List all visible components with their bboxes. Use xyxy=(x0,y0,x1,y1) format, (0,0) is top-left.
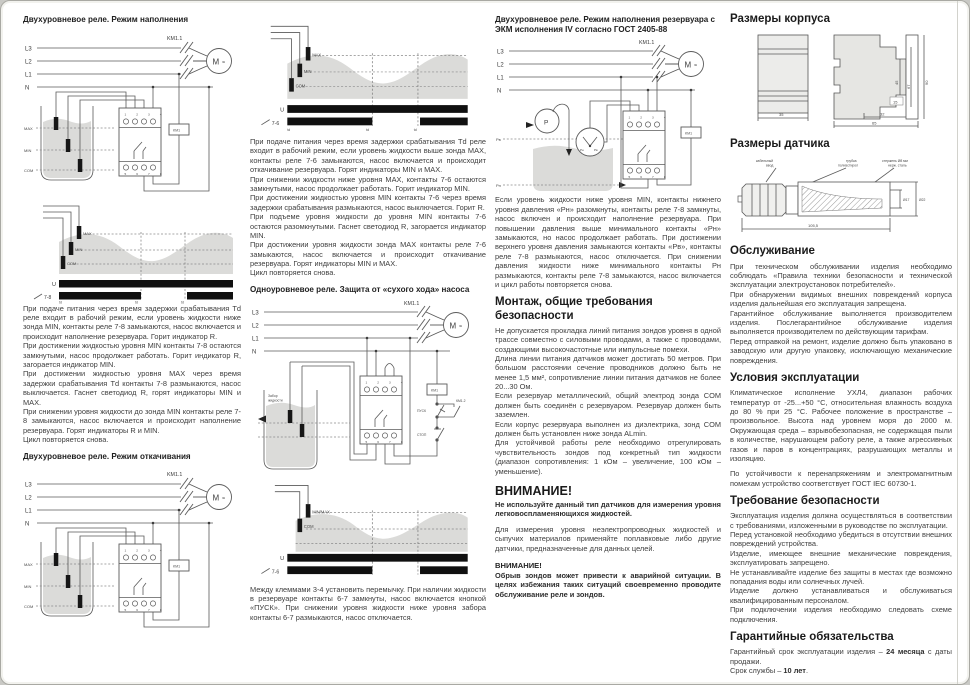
contact-76-label: 7-6 xyxy=(271,120,280,127)
tube-label-2: полиэстирол xyxy=(838,163,859,168)
column-1 xyxy=(23,13,241,675)
contact-78-label: 7-8 xyxy=(44,294,52,301)
paragraph: Если уровень жидкости ниже уровня MIN, контакты нижнего уровня давления «Рн» разомкнуты, контакты реле 7-8 замкнуты, насос включен и происходит наполнение резервуара. При повышении давления выше минимального контакты «Рн» замыкаются, но насос продолжает работать. При достижении верхнего уровня давления замыкаются контакты «Рв», контакты реле 7-8 размыкаются, насос отключается. При снижении давления жидкости ниже минимального контакты Рн размыкаются, контакты реле 7-8 замыкаются, насос включается и цикл работы повторяется снова. xyxy=(495,195,721,289)
warranty-text: с даты продажи. xyxy=(730,647,952,666)
dim-90: 90 xyxy=(924,80,929,86)
dim-15: 15 xyxy=(893,99,898,105)
attention2-bold-text: Обрыв зондов может привести к аварийной ситуации. В целях избежания таких ситуаций своевременно проводите обслуживание реле и зондов. xyxy=(495,570,721,599)
probe-wires xyxy=(275,485,308,518)
km1-coil-label: KM1 xyxy=(431,388,438,393)
warranty-text: Гарантийный срок эксплуатации изделия – xyxy=(730,647,887,657)
paragraph: Если резервуар металлический, общий электрод зонда COM должен быть соединён с резервуаром. Резервуар должен быть заземлен. xyxy=(495,391,721,420)
jumper-3-4 xyxy=(385,363,394,376)
service-life-text: . xyxy=(805,665,808,675)
max-label: MAX xyxy=(83,230,92,236)
terminals-bottom: 5 6 7 8 xyxy=(124,608,167,613)
attention-bold-text: Не используйте данный тип датчиков для измерения уровня легковоспламеняющихся жидкостей. xyxy=(495,500,721,519)
relay-module xyxy=(119,108,166,176)
paragraph: Если корпус резервуара выполнен из диэлектрика, зонд COM должен быть установлен ниже зонда ALmin. xyxy=(495,419,721,439)
attention2-heading: ВНИМАНИЕ! xyxy=(495,560,542,570)
rod-label-1: стержень Ø8 мм xyxy=(882,159,908,164)
dim-65: 65 xyxy=(872,120,877,126)
paragraph: При снижении уровня жидкости до зонда MIN контакты реле 7-8 замыкаются, насос включается и происходит наполнение резервуара. Горят индикаторы R и MIN. xyxy=(23,407,241,435)
terminals-top: 1 2 3 4 xyxy=(124,112,167,117)
start-label: ПУСК xyxy=(417,408,427,413)
min-label: MIN xyxy=(75,246,83,252)
sensor-diameter-dims xyxy=(890,182,926,216)
probe-min xyxy=(66,139,71,152)
paragraph: При подъеме уровня жидкости до уровня MIN контакты 7-6 остаются разомкнутыми. Гаснет светодиод R, загорается индикатор MIN. xyxy=(250,212,486,240)
paragraph: При достижении жидкостью уровня MAX через время задержки срабатывания Td контакты 7-8 размыкаются, насос выключается. Гаснет светодиод R, горят индикаторы MIN и MAX. xyxy=(23,369,241,407)
line-l1-label: L1 xyxy=(497,75,504,82)
td-mark: td xyxy=(366,128,370,133)
paragraph: При достижении жидкостью уровня MIN контакты 7-6 через время задержки срабатывания размыкаются, насос выключается. Горит R. xyxy=(250,193,486,212)
sensor-length-dim xyxy=(742,218,890,232)
heading-safety: Требование безопасности xyxy=(730,495,880,508)
contactor-label: KM1.1 xyxy=(404,300,420,307)
sensor-body xyxy=(738,182,890,216)
probe-max xyxy=(54,117,59,130)
line-l1-label: L1 xyxy=(25,508,32,515)
sensor-dimensions-drawing xyxy=(730,154,952,238)
line-l2-label: L2 xyxy=(497,62,504,69)
contactor-label: KM1.1 xyxy=(167,472,183,479)
motor-label: M xyxy=(684,60,692,70)
td-mark: td xyxy=(413,128,417,133)
motor-label: M xyxy=(212,57,220,67)
dim-35: 35 xyxy=(779,112,784,118)
contactor-label: KM1.1 xyxy=(639,40,655,47)
circuit-diagram-fill-mode xyxy=(23,28,241,198)
line-l1-label: L1 xyxy=(25,72,32,79)
u-label: U xyxy=(280,107,285,114)
dim-67: 67 xyxy=(906,84,911,90)
level-com-label: COM xyxy=(24,167,34,173)
heading-mounting: Монтаж, общие требования безопасности xyxy=(495,296,653,322)
line-l2-label: L2 xyxy=(252,323,259,330)
probe-min xyxy=(66,575,71,588)
ekm-pn-label: Pн xyxy=(580,148,584,153)
probe-com xyxy=(78,159,83,172)
cable-entry-label-1: кабельный xyxy=(756,159,774,164)
stop-button xyxy=(434,426,444,440)
line-n-label: N xyxy=(497,88,502,95)
line-n-label: N xyxy=(252,349,257,356)
level-max-label: MAX xyxy=(24,562,33,568)
paragraph: Климатическое исполнение УХЛ4, диапазон рабочих температур от -25...+50 °С, относительная влажность воздуха до 80 % при 25 °С. Рабочее положение в пространстве – произвольное. Высота над уровнем моря до 2000 м. Окружающая среда – взрывобезопасная, не содержащая пыли в количестве, нарушающем работу реле, а также агрессивных газов и паров в концентрациях, разрушающих металлы и изоляцию. xyxy=(730,388,952,463)
paragraph: При достижении уровня жидкости зонда MAX контакты реле 7-6 замыкаются, насос включается и происходит откачивание резервуара. Горят индикаторы MIN и MAX. xyxy=(250,240,486,269)
paragraph: При снижении жидкости ниже уровня MAX, контакты 7-6 остаются замкнутыми, насос продолжает работать. Горит индикатор MIN. xyxy=(250,174,486,193)
circuit-diagram-drain-mode xyxy=(23,464,241,634)
warranty-line-2 xyxy=(730,666,952,675)
cable-entry-label-2: ввод xyxy=(766,163,774,168)
paragraph: При подключении изделия необходимо следовать схеме подключения. xyxy=(730,605,952,624)
paragraph: Для устойчивой работы реле необходимо отрегулировать чувствительность зондов под конкретный тип жидкости (диапазон сопротивления: 1 кОм – увеличение, 100 кОм – уменьшение). xyxy=(495,438,721,476)
start-button xyxy=(436,402,445,417)
relay-module xyxy=(119,544,166,612)
km12-label: КМ1.2 xyxy=(456,398,466,403)
terminals-top: 1 2 3 4 xyxy=(124,548,167,553)
paragraph: При обнаружении видимых внешних повреждений корпуса изделия дальнейшая его эксплуатация запрещена. xyxy=(730,289,952,309)
paragraph: Между клеммами 3-4 установить перемычку. При наличии жидкости в резервуаре контакты 6-7 замкнуты, насос включается кнопкой «ПУСК». При снижении уровня жидкости ниже уровня забора контакты 6-7 размыкаются, насос отключается. xyxy=(250,584,486,622)
flow-arrow xyxy=(619,182,626,188)
gauge-inlet-arrow xyxy=(526,122,534,128)
intake-label-1: Забор xyxy=(268,393,278,398)
page-fold-line xyxy=(957,1,958,684)
gauge-label: P xyxy=(544,119,549,127)
motor-label: M xyxy=(212,493,220,503)
level-curve xyxy=(296,512,468,551)
paragraph: При подаче питания через время задержки срабатывания Td реле входит в рабочий режим, если уровень жидкости выше зонда MAX, контакты реле 7-6 замыкаются, насос включается и происходит откачивание резервуара. Горят индикаторы MIN и MAX. xyxy=(250,137,486,175)
terminals-top: 1 2 3 4 xyxy=(365,380,408,385)
stop-label: СТОП xyxy=(417,432,427,437)
dim-length: 105,5 xyxy=(808,223,819,229)
paragraph: Перед отправкой на ремонт, изделие должно быть упаковано в заводскую или другую упаковку, исключающую механические повреждения. xyxy=(730,336,952,365)
heading-drain-mode: Двухуровневое реле. Режим откачивания xyxy=(23,451,191,461)
paragraph: При подаче питания через время задержки срабатывания Td реле входит в рабочий режим, если уровень жидкости ниже зонда MIN, контакты реле 7-8 замыкаются, насос включается и происходит наполнение резервуара. Горит индикатор R. xyxy=(23,303,241,341)
column-3 xyxy=(495,13,721,675)
terminals-bottom: 5 6 7 8 xyxy=(124,171,167,176)
td-mark: td xyxy=(287,128,291,133)
motor-wave: ≈ xyxy=(222,496,226,503)
contactor-poles xyxy=(417,306,444,343)
heading-service: Обслуживание xyxy=(730,245,815,258)
service-life-term: 10 лет xyxy=(783,665,806,675)
ekm-pv-label: Pв xyxy=(594,148,598,153)
circuit-diagram-ekm xyxy=(495,37,721,195)
timing-diagram-fill-mode xyxy=(23,198,241,304)
case-dimensions-drawing xyxy=(730,29,952,131)
circuit-diagram-dry-run xyxy=(250,298,486,476)
line-n-label: N xyxy=(25,85,30,92)
paragraph: Цикл повторяется снова. xyxy=(250,268,336,278)
paragraph: Для измерения уровня неэлектропроводных жидкостей и сыпучих материалов применяйте поплавковые либо другие датчики, предназначенные для данных целей. xyxy=(495,524,721,553)
level-curve xyxy=(59,232,233,273)
contactor-label: KM1.1 xyxy=(167,35,183,42)
relay-module xyxy=(623,111,670,179)
rod-label-2: нерж. сталь xyxy=(888,163,907,168)
paragraph: По устойчивости к перенапряжениям и электромагнитным помехам устройство соответствует ГОСТ IEC 60730-1. xyxy=(730,469,952,488)
heading-conditions: Условия эксплуатации xyxy=(730,371,860,384)
timing-diagram-dry-run xyxy=(250,479,476,579)
line-l3-label: L3 xyxy=(25,482,32,489)
case-side-view xyxy=(834,35,929,128)
relay-module xyxy=(360,376,407,444)
line-l3-label: L3 xyxy=(252,310,259,317)
probe-minmax xyxy=(288,410,293,423)
level-curve xyxy=(287,54,467,99)
paragraph: Длина линии питания датчиков может достигать 50 метров. При большом расстоянии сечение проводников должно быть не менее 1,5 мм², сопротивление линии питания датчиков не более 20...30 Ом. xyxy=(495,353,721,392)
paragraph: Изделие, имеющее внешние механические повреждения, эксплуатировать запрещено. xyxy=(730,548,952,568)
terminals-bottom: 5 6 7 8 xyxy=(628,175,671,180)
heading-dry-run: Одноуровневое реле. Защита от «сухого хода» насоса xyxy=(250,284,470,294)
heading-case-dimensions: Размеры корпуса xyxy=(730,13,831,25)
dim-45: 45 xyxy=(894,80,899,86)
contact-76-label: 7-6 xyxy=(271,569,280,576)
probe-max xyxy=(54,553,59,566)
u-label: U xyxy=(52,281,56,288)
line-l3-label: L3 xyxy=(25,46,32,53)
contactor-poles xyxy=(180,478,207,515)
line-l2-label: L2 xyxy=(25,495,32,502)
com-label: COM xyxy=(67,260,77,266)
line-l1-label: L1 xyxy=(252,336,259,343)
paragraph: При техническом обслуживании изделия необходимо соблюдать «Правила техники безопасности и технической эксплуатации электроустановок потребителей». xyxy=(730,261,952,290)
td-mark: td xyxy=(181,300,184,304)
level-min-label: MIN xyxy=(24,584,32,590)
probe-com xyxy=(78,595,83,608)
attention-heading: ВНИМАНИЕ! xyxy=(495,484,572,498)
heading-fill-mode: Двухуровневое реле. Режим наполнения xyxy=(23,15,189,24)
dim-32: 32 xyxy=(880,111,885,117)
paragraph: Цикл повторяется снова. xyxy=(23,435,109,445)
terminals-top: 1 2 3 4 xyxy=(628,115,671,120)
paragraph: Не устанавливайте изделие без защиты в местах где возможно попадания воды или солнечных лучей. xyxy=(730,567,952,587)
contactor-poles xyxy=(180,42,207,79)
level-com-label: COM xyxy=(24,604,34,610)
line-l3-label: L3 xyxy=(497,49,504,56)
minmax-label: MIN/MAX xyxy=(312,509,330,515)
com-label: COM xyxy=(295,83,306,89)
level-pn-label: Pн xyxy=(496,183,501,189)
timing-diagram-drain-mode xyxy=(250,15,476,133)
paragraph: Не допускается прокладка линий питания зондов уровня в одной трассе совместно с силовыми проводами, а также с проводами, создающими высокочастотные или импульсные помехи. xyxy=(495,325,721,354)
motor-label: M xyxy=(449,321,457,331)
heading-ekm: Двухуровневое реле. Режим наполнения резервуара с ЭКМ исполнения IV согласно ГОСТ 2405-88 xyxy=(495,15,716,34)
td-mark: td xyxy=(135,300,138,304)
line-n-label: N xyxy=(25,521,30,528)
km1-coil-label: KM1 xyxy=(685,131,692,136)
tank-liquid xyxy=(533,146,613,191)
intake-arrow xyxy=(258,415,266,422)
motor-wave: ≈ xyxy=(459,323,463,330)
level-pv-label: Pв xyxy=(496,137,501,143)
warranty-line-1 xyxy=(730,647,952,666)
column-4 xyxy=(730,13,952,675)
heading-warranty: Гарантийные обязательства xyxy=(730,630,894,643)
level-min-label: MIN xyxy=(24,147,32,153)
paragraph: Гарантийное обслуживание выполняется производителем изделия. Послегарантийное обслуживание изделия выполняется производителем по действующим тарифам. xyxy=(730,308,952,337)
warranty-term: 24 месяца xyxy=(886,647,925,657)
heading-sensor-dimensions: Размеры датчика xyxy=(730,138,830,151)
max-label: MAX xyxy=(312,52,322,58)
motor-wave: ≈ xyxy=(222,59,226,66)
columns xyxy=(1,1,969,675)
probe-com xyxy=(300,424,305,437)
paragraph: Изделие должно устанавливаться и обслуживаться квалифицированным персоналом. xyxy=(730,586,952,605)
line-l2-label: L2 xyxy=(25,59,32,66)
dim-d22: Ø22 xyxy=(919,198,926,203)
paragraph: При достижении жидкостью уровня MIN контакты 7-8 остаются замкнутыми, насос продолжает работать. Горит индикатор R, загорается индикатор MIN. xyxy=(23,341,241,370)
tube-label-1: трубка xyxy=(846,159,857,164)
com-label: COM xyxy=(303,523,314,529)
u-label: U xyxy=(280,555,285,562)
motor-wave: ≈ xyxy=(694,63,698,70)
km1-coil-label: KM1 xyxy=(173,564,180,569)
service-life-text: Срок службы – xyxy=(730,665,784,675)
terminals-bottom: 5 6 7 8 xyxy=(365,439,408,444)
min-label: MIN xyxy=(303,68,312,74)
column-2 xyxy=(250,13,486,675)
case-front-view xyxy=(758,35,808,121)
km1-coil-label: KM1 xyxy=(173,128,180,133)
level-max-label: MAX xyxy=(24,125,33,131)
dim-d17: Ø17 xyxy=(903,198,910,203)
td-mark: td xyxy=(59,300,62,304)
intake-label-2: жидкости xyxy=(268,398,283,403)
paragraph: Перед установкой необходимо убедиться в отсутствии внешних повреждений устройства. xyxy=(730,530,952,549)
paragraph: Эксплуатация изделия должна осуществляться в соответствии с требованиями, изложенными в руководстве по эксплуатации. xyxy=(730,511,952,530)
